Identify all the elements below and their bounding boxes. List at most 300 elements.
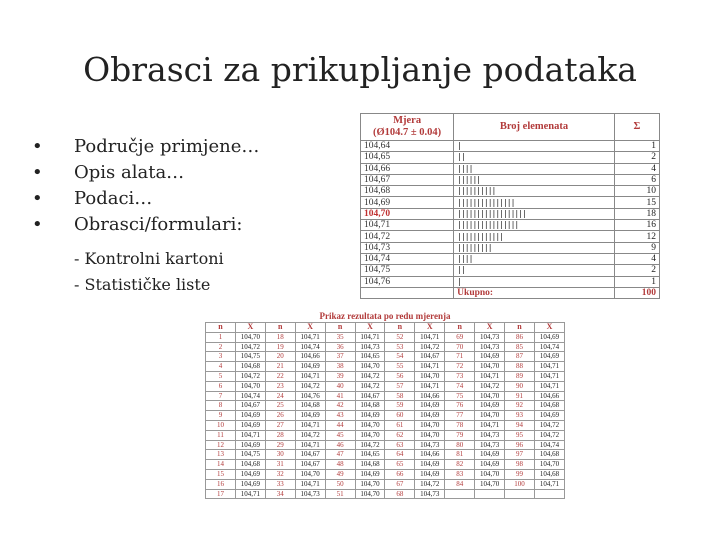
tally-row: [361, 186, 660, 197]
results-value: 104,70: [475, 479, 505, 489]
results-value: 104,68: [534, 401, 564, 411]
tally-value: 104,72: [361, 231, 454, 242]
tally-sum: 1: [614, 276, 659, 287]
results-index: 45: [325, 430, 355, 440]
results-value: 104,72: [475, 381, 505, 391]
results-value: [475, 489, 505, 499]
results-index: 70: [445, 342, 475, 352]
results-row: [206, 391, 565, 401]
results-index: 88: [505, 362, 535, 372]
results-index: 4: [206, 362, 236, 372]
tally-value: 104,75: [361, 265, 454, 276]
results-value: 104,68: [235, 460, 265, 470]
tally-sum: 4: [614, 163, 659, 174]
results-value: 104,69: [295, 411, 325, 421]
results-index: 74: [445, 381, 475, 391]
tally-total: 100: [614, 287, 659, 298]
results-value: 104,71: [475, 420, 505, 430]
results-index: 25: [265, 401, 295, 411]
results-value: 104,68: [235, 362, 265, 372]
results-index: 32: [265, 469, 295, 479]
results-index: 21: [265, 362, 295, 372]
results-index: 67: [385, 479, 415, 489]
results-index: 83: [445, 469, 475, 479]
tally-value: 104,76: [361, 276, 454, 287]
tally-value: 104,66: [361, 163, 454, 174]
results-value: 104,72: [295, 430, 325, 440]
results-index: 47: [325, 450, 355, 460]
bullet-item: • Opis alata…: [32, 160, 259, 186]
tally-value: 104,71: [361, 220, 454, 231]
col-x-header: X: [415, 323, 445, 333]
results-value: 104,66: [415, 391, 445, 401]
results-value: 104,74: [534, 342, 564, 352]
count-header: Broj elemenata: [454, 114, 615, 141]
results-index: 51: [325, 489, 355, 499]
results-index: 85: [505, 342, 535, 352]
col-x-header: X: [355, 323, 385, 333]
results-row: [206, 489, 565, 499]
results-value: 104,70: [355, 362, 385, 372]
results-value: 104,73: [355, 342, 385, 352]
results-index: 13: [206, 450, 236, 460]
results-row: [206, 381, 565, 391]
results-value: 104,67: [295, 450, 325, 460]
results-value: 104,72: [355, 371, 385, 381]
results-value: 104,71: [295, 332, 325, 342]
results-value: 104,70: [355, 489, 385, 499]
results-index: 86: [505, 332, 535, 342]
tally-marks: ||||: [454, 163, 615, 174]
results-index: 77: [445, 411, 475, 421]
tally-marks: ||||||||||: [454, 186, 615, 197]
results-value: 104,69: [534, 352, 564, 362]
tally-sum: 2: [614, 265, 659, 276]
results-value: 104,67: [415, 352, 445, 362]
results-value: 104,71: [415, 332, 445, 342]
results-value: 104,69: [415, 401, 445, 411]
results-index: 26: [265, 411, 295, 421]
col-x-header: X: [295, 323, 325, 333]
results-value: 104,72: [534, 420, 564, 430]
results-value: 104,70: [475, 362, 505, 372]
tally-marks: ||||||||||||||||||: [454, 208, 615, 219]
col-x-header: X: [235, 323, 265, 333]
col-n-header: n: [206, 323, 236, 333]
results-index: 16: [206, 479, 236, 489]
results-index: 54: [385, 352, 415, 362]
results-index: 91: [505, 391, 535, 401]
results-index: 8: [206, 401, 236, 411]
tally-value: 104,73: [361, 242, 454, 253]
results-index: 48: [325, 460, 355, 470]
tally-row: [361, 253, 660, 264]
results-value: 104,73: [415, 440, 445, 450]
results-index: 58: [385, 391, 415, 401]
results-value: 104,72: [415, 479, 445, 489]
tally-row: [361, 163, 660, 174]
results-value: 104,70: [534, 460, 564, 470]
results-index: 19: [265, 342, 295, 352]
results-value: 104,69: [415, 460, 445, 470]
col-n-header: n: [265, 323, 295, 333]
results-index: 28: [265, 430, 295, 440]
tally-total-empty: [361, 287, 454, 298]
tally-value: 104,64: [361, 141, 454, 152]
tally-row: [361, 152, 660, 163]
results-index: 71: [445, 352, 475, 362]
tally-sum: 6: [614, 174, 659, 185]
results-value: 104,70: [415, 420, 445, 430]
sum-header: Σ: [614, 114, 659, 141]
results-index: 92: [505, 401, 535, 411]
results-row: [206, 430, 565, 440]
results-index: 24: [265, 391, 295, 401]
results-index: 31: [265, 460, 295, 470]
results-row: [206, 332, 565, 342]
results-index: 38: [325, 362, 355, 372]
results-value: 104,66: [295, 352, 325, 362]
tally-sum: 15: [614, 197, 659, 208]
results-value: 104,65: [355, 352, 385, 362]
tally-sum: 18: [614, 208, 659, 219]
results-body: [206, 332, 565, 499]
results-index: 11: [206, 430, 236, 440]
results-row: [206, 420, 565, 430]
tally-total-label: Ukupno:: [454, 287, 615, 298]
results-value: 104,69: [475, 450, 505, 460]
results-value: 104,70: [235, 332, 265, 342]
tally-value: 104,69: [361, 197, 454, 208]
results-value: 104,72: [235, 371, 265, 381]
results-value: 104,69: [415, 411, 445, 421]
results-index: 81: [445, 450, 475, 460]
tally-value: 104,68: [361, 186, 454, 197]
results-index: 40: [325, 381, 355, 391]
results-value: 104,72: [534, 430, 564, 440]
results-value: 104,65: [355, 450, 385, 460]
results-index: 37: [325, 352, 355, 362]
results-value: 104,72: [355, 440, 385, 450]
tally-value: 104,74: [361, 253, 454, 264]
results-index: 33: [265, 479, 295, 489]
results-value: 104,71: [295, 440, 325, 450]
tally-value: 104,67: [361, 174, 454, 185]
results-index: 34: [265, 489, 295, 499]
results-index: 3: [206, 352, 236, 362]
results-value: 104,70: [475, 469, 505, 479]
results-value: 104,73: [475, 440, 505, 450]
tally-marks: ||||: [454, 253, 615, 264]
results-index: 53: [385, 342, 415, 352]
results-value: 104,70: [355, 430, 385, 440]
results-index: 30: [265, 450, 295, 460]
tally-body: [361, 141, 660, 299]
results-value: 104,72: [415, 342, 445, 352]
results-value: 104,70: [355, 420, 385, 430]
results-row: [206, 342, 565, 352]
bullet-item: • Podaci…: [32, 186, 259, 212]
tally-row: [361, 220, 660, 231]
results-row: [206, 401, 565, 411]
results-value: 104,71: [534, 371, 564, 381]
results-value: 104,73: [475, 342, 505, 352]
results-value: 104,67: [355, 391, 385, 401]
results-value: 104,69: [355, 469, 385, 479]
results-index: 17: [206, 489, 236, 499]
results-index: 76: [445, 401, 475, 411]
results-value: 104,68: [355, 401, 385, 411]
results-index: [445, 489, 475, 499]
tally-marks: |||||||||||||||: [454, 197, 615, 208]
results-index: 50: [325, 479, 355, 489]
results-value: 104,73: [415, 489, 445, 499]
results-value: 104,68: [355, 460, 385, 470]
results-index: 43: [325, 411, 355, 421]
results-index: 82: [445, 460, 475, 470]
results-index: 93: [505, 411, 535, 421]
results-index: 61: [385, 420, 415, 430]
results-index: 14: [206, 460, 236, 470]
results-value: 104,70: [295, 469, 325, 479]
results-index: 75: [445, 391, 475, 401]
results-value: 104,71: [534, 479, 564, 489]
bullet-item: • Obrasci/formulari:: [32, 212, 259, 238]
tally-row: [361, 174, 660, 185]
results-index: 20: [265, 352, 295, 362]
results-index: 57: [385, 381, 415, 391]
results-row: [206, 371, 565, 381]
col-n-header: n: [385, 323, 415, 333]
results-index: 80: [445, 440, 475, 450]
results-index: 96: [505, 440, 535, 450]
results-row: [206, 460, 565, 470]
results-index: 94: [505, 420, 535, 430]
results-value: 104,68: [295, 401, 325, 411]
col-n-header: n: [505, 323, 535, 333]
results-index: 64: [385, 450, 415, 460]
results-index: 99: [505, 469, 535, 479]
results-value: 104,70: [415, 430, 445, 440]
results-value: 104,73: [475, 332, 505, 342]
tally-row: [361, 276, 660, 287]
results-value: 104,71: [295, 371, 325, 381]
results-index: 46: [325, 440, 355, 450]
tally-sum: 2: [614, 152, 659, 163]
tally-sum: 4: [614, 253, 659, 264]
results-index: 9: [206, 411, 236, 421]
results-index: 90: [505, 381, 535, 391]
results-index: 72: [445, 362, 475, 372]
tally-value: 104,65: [361, 152, 454, 163]
results-value: 104,71: [534, 362, 564, 372]
tally-table: [360, 113, 660, 299]
tally-value: 104,70: [361, 208, 454, 219]
results-index: 18: [265, 332, 295, 342]
results-index: 87: [505, 352, 535, 362]
col-x-header: X: [475, 323, 505, 333]
col-x-header: X: [534, 323, 564, 333]
tally-sum: 9: [614, 242, 659, 253]
results-value: 104,71: [355, 332, 385, 342]
sub-item: - Kontrolni kartoni: [74, 249, 224, 268]
results-index: 63: [385, 440, 415, 450]
tally-row: [361, 242, 660, 253]
tally-marks: |: [454, 276, 615, 287]
results-row: [206, 469, 565, 479]
results-value: 104,73: [475, 430, 505, 440]
results-value: 104,72: [235, 342, 265, 352]
results-value: 104,74: [534, 440, 564, 450]
results-index: 27: [265, 420, 295, 430]
results-value: 104,68: [534, 469, 564, 479]
results-value: 104,69: [355, 411, 385, 421]
results-value: 104,71: [415, 381, 445, 391]
results-row: [206, 440, 565, 450]
results-value: 104,69: [235, 411, 265, 421]
results-index: 12: [206, 440, 236, 450]
results-index: 29: [265, 440, 295, 450]
results-value: 104,67: [295, 460, 325, 470]
results-value: 104,68: [534, 450, 564, 460]
results-index: 49: [325, 469, 355, 479]
tally-row: [361, 141, 660, 152]
results-value: 104,69: [475, 352, 505, 362]
results-value: 104,69: [235, 440, 265, 450]
tally-marks: |: [454, 141, 615, 152]
results-row: [206, 450, 565, 460]
results-value: 104,71: [235, 489, 265, 499]
tally-sum: 12: [614, 231, 659, 242]
results-index: 36: [325, 342, 355, 352]
results-value: 104,69: [475, 401, 505, 411]
tally-total-row: [361, 287, 660, 298]
tally-sum: 1: [614, 141, 659, 152]
tally-row: [361, 208, 660, 219]
results-index: 98: [505, 460, 535, 470]
sub-item: - Statističke liste: [74, 275, 211, 294]
bullet-list: [32, 134, 259, 238]
results-value: 104,70: [355, 479, 385, 489]
measure-header: Mjera (Ø104.7 ± 0.04): [361, 114, 454, 141]
results-value: 104,71: [475, 371, 505, 381]
results-index: 10: [206, 420, 236, 430]
results-value: 104,75: [235, 450, 265, 460]
results-value: 104,71: [235, 430, 265, 440]
results-index: 97: [505, 450, 535, 460]
tally-row: [361, 231, 660, 242]
results-value: 104,70: [235, 381, 265, 391]
col-n-header: n: [325, 323, 355, 333]
results-value: 104,66: [415, 450, 445, 460]
results-value: 104,69: [235, 479, 265, 489]
results-value: 104,74: [235, 391, 265, 401]
results-index: 95: [505, 430, 535, 440]
results-index: 68: [385, 489, 415, 499]
results-index: 1: [206, 332, 236, 342]
results-index: 5: [206, 371, 236, 381]
results-value: 104,72: [355, 381, 385, 391]
tally-row: [361, 265, 660, 276]
results-value: 104,73: [295, 489, 325, 499]
results-value: 104,76: [295, 391, 325, 401]
results-row: [206, 362, 565, 372]
results-value: 104,66: [534, 391, 564, 401]
results-index: 2: [206, 342, 236, 352]
results-index: 22: [265, 371, 295, 381]
tally-marks: |||||||||: [454, 242, 615, 253]
results-index: 66: [385, 469, 415, 479]
results-value: 104,69: [415, 469, 445, 479]
tally-marks: ||||||: [454, 174, 615, 185]
results-value: 104,71: [534, 381, 564, 391]
results-value: 104,71: [295, 420, 325, 430]
results-index: 15: [206, 469, 236, 479]
sub-list: [74, 246, 224, 298]
results-value: 104,71: [295, 479, 325, 489]
results-index: 84: [445, 479, 475, 489]
slide-title: Obrasci za prikupljanje podataka: [83, 50, 637, 89]
results-caption: Prikaz rezultata po redu mjerenja: [319, 311, 451, 321]
results-index: 62: [385, 430, 415, 440]
results-index: 59: [385, 401, 415, 411]
results-value: 104,69: [534, 332, 564, 342]
results-index: 89: [505, 371, 535, 381]
results-value: 104,69: [235, 420, 265, 430]
results-index: 100: [505, 479, 535, 489]
results-index: 44: [325, 420, 355, 430]
results-index: 7: [206, 391, 236, 401]
results-value: 104,67: [235, 401, 265, 411]
tally-marks: ||||||||||||||||: [454, 220, 615, 231]
results-row: [206, 352, 565, 362]
results-value: 104,69: [235, 469, 265, 479]
results-row: [206, 479, 565, 489]
results-index: 42: [325, 401, 355, 411]
results-index: 78: [445, 420, 475, 430]
results-row: [206, 411, 565, 421]
results-value: 104,69: [295, 362, 325, 372]
results-value: 104,71: [415, 362, 445, 372]
results-index: 73: [445, 371, 475, 381]
results-index: 41: [325, 391, 355, 401]
results-value: 104,70: [475, 411, 505, 421]
tally-marks: ||: [454, 152, 615, 163]
tally-sum: 10: [614, 186, 659, 197]
results-value: 104,69: [534, 411, 564, 421]
results-index: 79: [445, 430, 475, 440]
tally-marks: ||||||||||||: [454, 231, 615, 242]
tally-sum: 16: [614, 220, 659, 231]
results-value: 104,70: [415, 371, 445, 381]
results-value: 104,75: [235, 352, 265, 362]
results-table: [205, 322, 565, 499]
col-n-header: n: [445, 323, 475, 333]
bullet-item: • Područje primjene…: [32, 134, 259, 160]
results-value: 104,70: [475, 391, 505, 401]
results-index: 69: [445, 332, 475, 342]
results-value: 104,72: [295, 381, 325, 391]
results-value: 104,69: [475, 460, 505, 470]
results-index: 6: [206, 381, 236, 391]
results-index: 56: [385, 371, 415, 381]
results-index: 55: [385, 362, 415, 372]
results-index: 23: [265, 381, 295, 391]
tally-row: [361, 197, 660, 208]
results-value: 104,74: [295, 342, 325, 352]
results-index: 39: [325, 371, 355, 381]
tally-marks: ||: [454, 265, 615, 276]
